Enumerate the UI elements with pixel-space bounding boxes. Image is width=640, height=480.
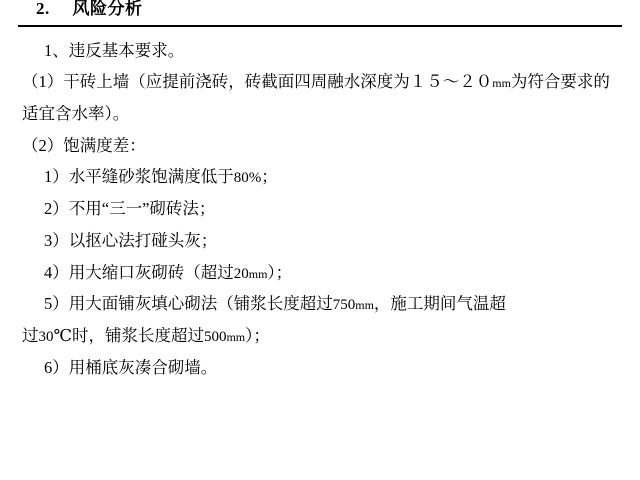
paragraph-text: ℃时，铺浆长度超过: [53, 326, 204, 346]
paragraph: [18, 130, 622, 162]
paragraph-text: 6）用桶底灰凑合砌墙。: [44, 357, 218, 377]
paragraph-text: ）；: [267, 262, 293, 282]
numeric-value: 30: [38, 329, 54, 346]
paragraph-text: 4）用大缩口灰砌砖（超过: [44, 262, 234, 282]
unit-text: mm: [492, 76, 511, 91]
paragraph-text: ，施工期间气温超: [373, 294, 506, 314]
paragraph: [18, 66, 622, 129]
paragraph-text: ）；: [245, 326, 270, 346]
paragraph-text: （1）干砖上墙（应提前浇砖，砖截面四周融水深度为１５～２０: [22, 72, 493, 92]
paragraph: [18, 352, 622, 384]
heading-divider: [18, 25, 622, 27]
page-title: [18, 0, 622, 25]
paragraph-text: 过: [22, 326, 39, 346]
unit-text: mm: [226, 330, 246, 345]
numeric-value: 750: [332, 297, 356, 314]
paragraph-text: （2）饱满度差：: [22, 135, 146, 155]
document-body: [18, 35, 622, 384]
numeric-value: 500: [203, 329, 227, 346]
numeric-value: 20: [233, 265, 249, 282]
paragraph-text: 2）不用“三一”砌砖法；: [44, 199, 216, 219]
paragraph: [18, 193, 622, 225]
paragraph: [18, 161, 622, 193]
paragraph-text: 1）水平缝砂浆饱满度低于: [44, 167, 234, 187]
paragraph: [18, 35, 622, 67]
paragraph-text: 5）用大面铺灰填心砌法（铺浆长度超过: [44, 294, 333, 314]
paragraph: [18, 320, 622, 352]
unit-text: mm: [355, 298, 374, 313]
paragraph-text: 为符合要求的适宜含水率）。: [22, 72, 610, 124]
paragraph: [18, 225, 622, 257]
numeric-value: 80%: [233, 170, 262, 187]
paragraph-text: 3）以抠心法打碰头灰；: [44, 230, 218, 250]
paragraph: [18, 257, 622, 289]
paragraph: [18, 288, 622, 320]
paragraph-text: ；: [261, 167, 278, 187]
unit-text: mm: [248, 266, 268, 281]
paragraph-text: 1、违反基本要求。: [44, 40, 185, 60]
heading-text: 风险分析: [72, 0, 143, 18]
heading-number: 2.: [36, 0, 50, 18]
